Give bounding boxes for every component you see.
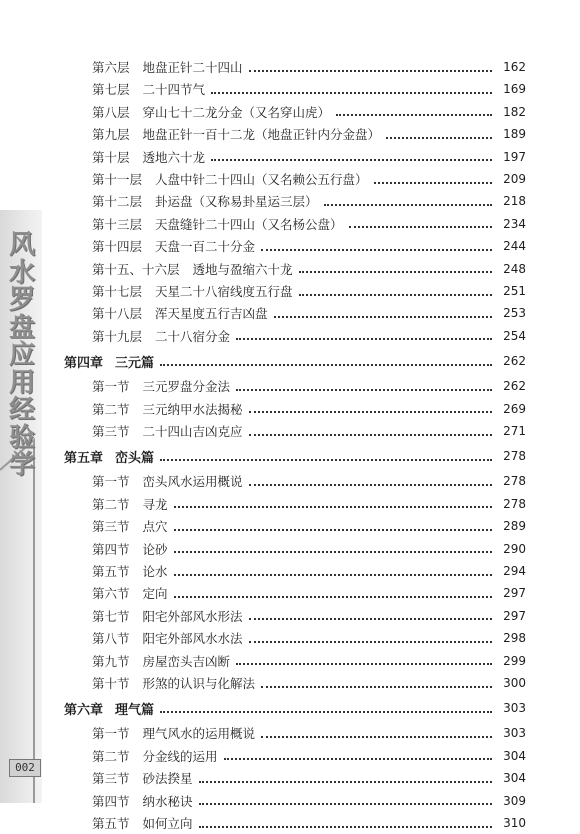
dot-leader xyxy=(261,248,492,251)
toc-entry-row[interactable] xyxy=(92,790,526,812)
toc-title: 理气风水的运用概说 xyxy=(142,726,256,742)
toc-page-number: 254 xyxy=(503,328,526,343)
toc-page-number: 303 xyxy=(503,726,526,741)
dot-leader xyxy=(211,158,492,161)
side-title-char: 罗 xyxy=(8,285,35,315)
toc-title: 形煞的认识与化解法 xyxy=(142,676,256,691)
toc-page-number: 244 xyxy=(503,239,526,254)
toc-title: 论砂 xyxy=(142,541,168,557)
toc-page-number: 234 xyxy=(503,216,526,231)
dot-leader xyxy=(174,505,492,508)
toc-title: 地盘正针一百十二龙（地盘正针内分金盘） xyxy=(142,127,381,143)
toc-number: 第二节 xyxy=(92,496,130,512)
dot-leader xyxy=(174,550,492,553)
toc-title: 峦头风水运用概说 xyxy=(142,474,243,490)
dot-leader xyxy=(299,293,492,296)
toc-entry-row[interactable] xyxy=(92,325,526,347)
toc-entry-row[interactable] xyxy=(92,101,526,123)
toc-number: 第四章 xyxy=(64,355,104,371)
dot-leader xyxy=(236,337,492,340)
toc-number: 第十四层 xyxy=(92,239,143,255)
dot-leader xyxy=(249,433,492,436)
toc-number: 第五节 xyxy=(92,564,130,579)
toc-entry-row[interactable] xyxy=(92,538,526,560)
dot-leader xyxy=(160,363,492,366)
toc-entry-row[interactable] xyxy=(92,767,526,789)
toc-title: 寻龙 xyxy=(142,496,168,512)
toc-title: 分金线的运用 xyxy=(142,748,218,764)
toc-page-number: 262 xyxy=(503,354,526,369)
toc-entry-row[interactable] xyxy=(92,235,526,257)
toc-number: 第十层 xyxy=(92,149,130,165)
dot-leader xyxy=(160,710,492,713)
dot-leader xyxy=(174,573,492,576)
toc-page-number: 297 xyxy=(503,586,526,601)
toc-entry-row[interactable] xyxy=(92,146,526,168)
dot-leader xyxy=(299,270,492,273)
toc-chapter-row[interactable] xyxy=(64,350,526,372)
toc-entry-row[interactable] xyxy=(92,375,526,397)
toc-entry-row[interactable] xyxy=(92,605,526,627)
side-title-char: 盘 xyxy=(8,312,35,343)
toc-entry-row[interactable] xyxy=(92,168,526,190)
toc-title: 阳宅外部风水水法 xyxy=(142,631,243,647)
dot-leader xyxy=(249,69,492,72)
toc-page-number: 253 xyxy=(503,306,526,321)
toc-number: 第一节 xyxy=(92,726,130,742)
dot-leader xyxy=(249,640,492,643)
toc-page-number: 290 xyxy=(503,541,526,556)
toc-entry-row[interactable] xyxy=(92,258,526,280)
toc-page-number: 278 xyxy=(503,474,526,489)
toc-number: 第七节 xyxy=(92,608,130,624)
toc-page-number: 303 xyxy=(503,701,526,716)
toc-entry-row[interactable] xyxy=(92,582,526,604)
toc-title: 人盘中针二十四山（又名赖公五行盘） xyxy=(155,172,368,187)
toc-page-number: 278 xyxy=(503,496,526,511)
toc-title: 透地六十龙 xyxy=(142,149,206,165)
toc-entry-row[interactable] xyxy=(92,745,526,767)
toc-title: 如何立向 xyxy=(142,816,193,831)
dot-leader xyxy=(174,528,492,531)
toc-entry-row[interactable] xyxy=(92,560,526,582)
toc-title: 卦运盘（又称易卦星运三层） xyxy=(155,194,318,210)
dot-leader xyxy=(224,757,492,760)
toc-entry-row[interactable] xyxy=(92,398,526,420)
toc-page-number: 298 xyxy=(503,631,526,646)
toc-title: 定向 xyxy=(142,586,168,602)
dot-leader xyxy=(199,825,492,828)
toc-number: 第七层 xyxy=(92,82,130,98)
toc-title: 浑天星度五行吉凶盘 xyxy=(155,306,268,322)
dot-leader xyxy=(336,113,492,116)
toc-page-number: 297 xyxy=(503,608,526,623)
toc-title: 天盘一百二十分金 xyxy=(155,239,256,255)
toc-page-number: 162 xyxy=(503,60,526,74)
toc-entry-row[interactable] xyxy=(92,56,526,78)
toc-number: 第六层 xyxy=(92,60,130,75)
page-number: 002 xyxy=(9,759,41,777)
toc-title: 房屋峦头吉凶断 xyxy=(142,653,231,669)
toc-page-number: 248 xyxy=(503,261,526,276)
dot-leader xyxy=(211,91,492,94)
dot-leader xyxy=(174,595,492,598)
toc-title: 二十四山吉凶克应 xyxy=(142,424,243,439)
dot-leader xyxy=(261,735,492,738)
toc-entry-row[interactable] xyxy=(92,280,526,302)
toc-page-number: 251 xyxy=(503,284,526,298)
toc-page-number: 300 xyxy=(503,676,526,690)
toc-title: 二十八宿分金 xyxy=(155,328,231,344)
dot-leader xyxy=(236,388,492,391)
side-title-char: 用 xyxy=(8,367,35,398)
toc-page-number: 209 xyxy=(503,172,526,186)
toc-title: 三元篇 xyxy=(115,355,155,371)
toc-page-number: 299 xyxy=(503,653,526,668)
toc-page-number: 269 xyxy=(503,401,526,416)
dot-leader xyxy=(160,458,492,461)
toc-number: 第十八层 xyxy=(92,306,143,322)
side-title-char: 风 xyxy=(8,230,35,260)
toc-entry-row[interactable] xyxy=(92,190,526,212)
dot-leader xyxy=(349,225,492,228)
toc-chapter-row[interactable] xyxy=(64,445,526,467)
toc-number: 第九层 xyxy=(92,127,130,143)
toc-number: 第三节 xyxy=(92,424,130,439)
toc-page-number: 262 xyxy=(503,379,526,394)
dot-leader xyxy=(249,410,492,413)
toc-title: 天盘缝针二十四山（又名杨公盘） xyxy=(155,216,343,232)
toc-title: 纳水秘诀 xyxy=(142,793,193,809)
toc-page-number: 271 xyxy=(503,424,526,438)
toc-number: 第十三层 xyxy=(92,216,143,232)
toc-title: 三元罗盘分金法 xyxy=(142,379,231,395)
toc-number: 第十节 xyxy=(92,676,130,691)
toc-title: 点穴 xyxy=(142,519,168,535)
toc-title: 理气篇 xyxy=(115,702,155,718)
toc-number: 第六章 xyxy=(64,702,104,718)
toc-page-number: 197 xyxy=(503,149,526,164)
toc-number: 第十九层 xyxy=(92,328,143,344)
toc-entry-row[interactable] xyxy=(92,420,526,442)
toc-number: 第四节 xyxy=(92,793,130,809)
toc-number: 第二节 xyxy=(92,748,130,764)
toc-title: 论水 xyxy=(142,564,168,579)
toc-entry-row[interactable] xyxy=(92,302,526,324)
side-title-char: 应 xyxy=(8,340,35,370)
toc-entry-row[interactable] xyxy=(92,722,526,744)
side-title-char: 水 xyxy=(8,257,35,288)
toc-number: 第八节 xyxy=(92,631,130,647)
side-title-char: 学 xyxy=(8,450,35,480)
toc-page-number: 289 xyxy=(503,519,526,534)
dot-leader xyxy=(261,685,492,688)
toc-number: 第十七层 xyxy=(92,284,143,299)
toc-page-number: 169 xyxy=(503,82,526,97)
toc-title: 峦头篇 xyxy=(115,450,155,466)
toc-page-number: 218 xyxy=(503,194,526,209)
toc-number: 第二节 xyxy=(92,401,130,417)
dot-leader xyxy=(274,315,492,318)
toc-entry-row[interactable] xyxy=(92,515,526,537)
dot-leader xyxy=(249,483,492,486)
toc-title: 透地与盈缩六十龙 xyxy=(192,261,293,277)
toc-number: 第十一层 xyxy=(92,172,143,187)
toc-page-number: 182 xyxy=(503,104,526,119)
toc-entry-row[interactable] xyxy=(92,672,526,694)
toc-entry-row[interactable] xyxy=(92,470,526,492)
toc-page-number: 278 xyxy=(503,449,526,464)
side-title-char: 经 xyxy=(8,395,35,425)
toc-entry-row[interactable] xyxy=(92,493,526,515)
toc-page-number: 294 xyxy=(503,564,526,578)
dot-leader xyxy=(199,780,492,783)
toc-page-number: 304 xyxy=(503,771,526,786)
toc-number: 第一节 xyxy=(92,379,130,395)
dot-leader xyxy=(386,136,492,139)
toc-page-number: 304 xyxy=(503,748,526,763)
toc-number: 第五节 xyxy=(92,816,130,831)
toc-number: 第十二层 xyxy=(92,194,143,210)
toc-entry-row[interactable] xyxy=(92,213,526,235)
toc-page-number: 309 xyxy=(503,793,526,808)
dot-leader xyxy=(236,662,492,665)
toc-title: 三元纳甲水法揭秘 xyxy=(142,401,243,417)
toc-page-number: 189 xyxy=(503,127,526,142)
toc-entry-row[interactable] xyxy=(92,812,526,834)
dot-leader xyxy=(324,203,492,206)
toc-title: 天星二十八宿线度五行盘 xyxy=(155,284,293,299)
toc-page-number: 310 xyxy=(503,816,526,830)
toc-chapter-row[interactable] xyxy=(64,697,526,719)
side-title-char: 验 xyxy=(8,422,35,453)
toc-title: 地盘正针二十四山 xyxy=(142,60,243,75)
toc-entry-row[interactable] xyxy=(92,627,526,649)
toc-number: 第十五、十六层 xyxy=(92,261,180,277)
toc-number: 第三节 xyxy=(92,771,130,787)
toc-number: 第五章 xyxy=(64,450,104,466)
toc-number: 第六节 xyxy=(92,586,130,602)
toc-entry-row[interactable] xyxy=(92,123,526,145)
toc-title: 砂法揆星 xyxy=(142,771,193,787)
dot-leader xyxy=(249,617,492,620)
toc-number: 第四节 xyxy=(92,541,130,557)
toc-number: 第八层 xyxy=(92,104,130,120)
toc-number: 第一节 xyxy=(92,474,130,490)
toc-entry-row[interactable] xyxy=(92,650,526,672)
toc-number: 第三节 xyxy=(92,519,130,535)
toc-number: 第九节 xyxy=(92,653,130,669)
toc-title: 阳宅外部风水形法 xyxy=(142,608,243,624)
dot-leader xyxy=(374,181,492,184)
toc-title: 二十四节气 xyxy=(142,82,206,98)
toc-title: 穿山七十二龙分金（又名穿山虎） xyxy=(142,104,331,120)
toc-entry-row[interactable] xyxy=(92,78,526,100)
